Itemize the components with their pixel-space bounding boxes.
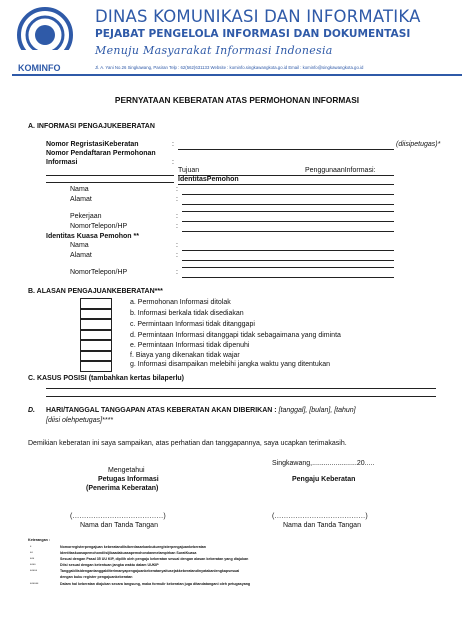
colon: : bbox=[172, 141, 174, 148]
sign-left-caption: Nama dan Tanda Tangan bbox=[80, 522, 158, 529]
sign-left-3: (Penerima Keberatan) bbox=[86, 485, 159, 492]
reason-g: g. Informasi disampaikan melebihi jangka waktu yang ditentukan bbox=[130, 361, 331, 368]
reason-checkbox-f[interactable] bbox=[80, 351, 112, 362]
sign-left-2: Petugas Informasi bbox=[98, 476, 159, 483]
proxy-address-label: Alamat bbox=[70, 252, 92, 259]
colon: : bbox=[172, 159, 174, 166]
sign-left-blank[interactable]: (…………………………………) bbox=[70, 513, 166, 520]
footnote-text: Dalam hal keberatan diajukan secara langsung, maka formulir keberatan juga ditandatangani oleh petugasyang bbox=[60, 582, 251, 586]
sign-right-caption: Nama dan Tanda Tangan bbox=[283, 522, 361, 529]
identity-heading: IdentitasPemohon bbox=[178, 176, 239, 183]
job-line[interactable] bbox=[182, 221, 394, 222]
section-a-heading: A. INFORMASI PENGAJUKEBERATAN bbox=[28, 123, 155, 130]
org-name: DINAS KOMUNIKASI DAN INFORMATIKA bbox=[95, 7, 421, 26]
colon: : bbox=[176, 196, 178, 203]
proxy-name-label: Nama bbox=[70, 242, 89, 249]
colon: : bbox=[176, 186, 178, 193]
request-number-line[interactable] bbox=[46, 175, 174, 176]
proxy-address-line[interactable] bbox=[182, 260, 394, 261]
footnote-mark: ***** bbox=[30, 569, 37, 573]
proxy-phone-line[interactable] bbox=[182, 277, 394, 278]
sign-left-1: Mengetahui bbox=[108, 467, 145, 474]
registration-label: Nomor RegristasiKeberatan bbox=[46, 141, 139, 148]
purpose-line[interactable] bbox=[46, 182, 174, 183]
org-motto: Menuju Masyarakat Informasi Indonesia bbox=[95, 44, 333, 57]
section-c-heading bbox=[28, 375, 184, 382]
name-label: Nama bbox=[70, 186, 89, 193]
case-line-2[interactable] bbox=[46, 396, 436, 397]
reason-checkbox-e[interactable] bbox=[80, 340, 112, 351]
reason-a: a. Permohonan Informasi ditolak bbox=[130, 299, 231, 306]
section-c-note: (tambahkan kertas bilaperlu) bbox=[88, 375, 184, 382]
footnote-text: Identitaskuasapemohondiisijikaadakuasapemohondanmelampirkan SuratKuasa bbox=[60, 551, 197, 555]
place-date: Singkawang,.......................20..... bbox=[272, 460, 375, 467]
footnote-mark: ** bbox=[30, 551, 33, 555]
section-d-fields: [tanggal], [bulan], [tahun] bbox=[278, 407, 356, 414]
phone-label: NomorTelepon/HP bbox=[70, 223, 128, 230]
proxy-name-line[interactable] bbox=[182, 250, 394, 251]
registration-line[interactable] bbox=[178, 149, 394, 150]
footnote-mark: *** bbox=[30, 557, 35, 561]
section-d-note: [diisi olehpetugas]**** bbox=[46, 417, 113, 424]
letterhead-divider bbox=[12, 74, 462, 76]
section-c-title: C. KASUS POSISI bbox=[28, 375, 87, 382]
sign-right-blank[interactable]: (…………………………………) bbox=[272, 513, 368, 520]
reason-checkbox-b[interactable] bbox=[80, 309, 112, 320]
proxy-address-line-2[interactable] bbox=[182, 267, 394, 268]
footnote-mark: ****** bbox=[30, 582, 39, 586]
address-line[interactable] bbox=[182, 204, 394, 205]
footnote-mark: * bbox=[30, 545, 32, 549]
proxy-phone-label: NomorTelepon/HP bbox=[70, 269, 128, 276]
purpose-line-2[interactable] bbox=[178, 184, 394, 185]
footnote-text: Nomorregisterpengajuan keberatandiisiberdasarkanbukuregisterpengajuankeberatan bbox=[60, 545, 206, 549]
officer-note: (diisipetugas)* bbox=[396, 141, 441, 148]
section-d-title: HARI/TANGGAL TANGGAPAN ATAS KEBERATAN AKAN DIBERIKAN : bbox=[46, 407, 277, 414]
document-title: PERNYATAAN KEBERATAN ATAS PERMOHONAN INFORMASI bbox=[114, 95, 360, 105]
closing-statement: Demikian keberatan ini saya sampaikan, atas perhatian dan tanggapannya, saya ucapkan terimakasih. bbox=[28, 440, 347, 447]
reason-c: c. Permintaan Informasi tidak ditanggapi bbox=[130, 321, 255, 328]
address-label: Alamat bbox=[70, 196, 92, 203]
proxy-heading: Identitas Kuasa Pemohon ** bbox=[46, 233, 139, 240]
reason-d: d. Permintaan Informasi ditanggapi tidak sebagaimana yang diminta bbox=[130, 332, 341, 339]
reason-checkbox-g[interactable] bbox=[80, 361, 112, 372]
colon: : bbox=[176, 223, 178, 230]
sign-right-1: Pengaju Keberatan bbox=[292, 476, 356, 483]
kominfo-logo bbox=[16, 6, 74, 64]
footnote-text: Tanggaldiisidengantanggalditerimanyapengajuankeberatanyaitusejakkeberatandinyatakanlengkapsesuai bbox=[60, 569, 240, 573]
case-line-1[interactable] bbox=[46, 388, 436, 389]
reason-checkbox-d[interactable] bbox=[80, 330, 112, 341]
footnote-mark: **** bbox=[30, 563, 36, 567]
org-address: Jl. A. Yani No.26 Singkawang, Pasiran Telp : 62(562)631133 Website : kominfo.singkawangkota.go.id Email : kominfo@singkawangkota.go.id bbox=[95, 65, 364, 70]
footnote-text: Diisi sesuai dengan ketentuan jangka waktu dalam UUKIP bbox=[60, 563, 159, 567]
reason-f: f. Biaya yang dikenakan tidak wajar bbox=[130, 352, 240, 359]
name-line[interactable] bbox=[182, 194, 394, 195]
footnote-title: Keterangan : bbox=[28, 538, 50, 542]
org-unit: PEJABAT PENGELOLA INFORMASI DAN DOKUMENTASI bbox=[95, 28, 411, 40]
job-label: Pekerjaan bbox=[70, 213, 102, 220]
footnote-text: Sesuai dengan Pasal 35 UU KIP, dipilih oleh pengaju keberatan sesuai dengan alasan keberatan yang diajukan bbox=[60, 557, 249, 561]
section-d-heading bbox=[46, 407, 356, 414]
request-number-label: Nomor Pendaftaran Permohonan bbox=[46, 150, 156, 157]
colon: : bbox=[176, 252, 178, 259]
footnote-text: dengan buku register pengajuankeberatan bbox=[60, 575, 133, 579]
purpose-label: Tujuan bbox=[178, 167, 200, 174]
phone-line[interactable] bbox=[182, 231, 394, 232]
colon: : bbox=[176, 242, 178, 249]
colon: : bbox=[176, 213, 178, 220]
colon: : bbox=[176, 269, 178, 276]
section-d-letter: D. bbox=[28, 407, 35, 414]
reason-b: b. Informasi berkala tidak disediakan bbox=[130, 310, 244, 317]
reason-checkbox-a[interactable] bbox=[80, 298, 112, 309]
section-b-heading: B. ALASAN PENGAJUANKEBERATAN*** bbox=[28, 288, 163, 295]
address-line-2[interactable] bbox=[182, 211, 394, 212]
reason-checkbox-c[interactable] bbox=[80, 319, 112, 330]
reason-e: e. Permintaan Informasi tidak dipenuhi bbox=[130, 342, 250, 349]
logo-text: KOMINFO bbox=[18, 63, 61, 73]
purpose-label-2: PenggunaanInformasi: bbox=[305, 167, 376, 174]
request-number-label-2: Informasi bbox=[46, 159, 78, 166]
